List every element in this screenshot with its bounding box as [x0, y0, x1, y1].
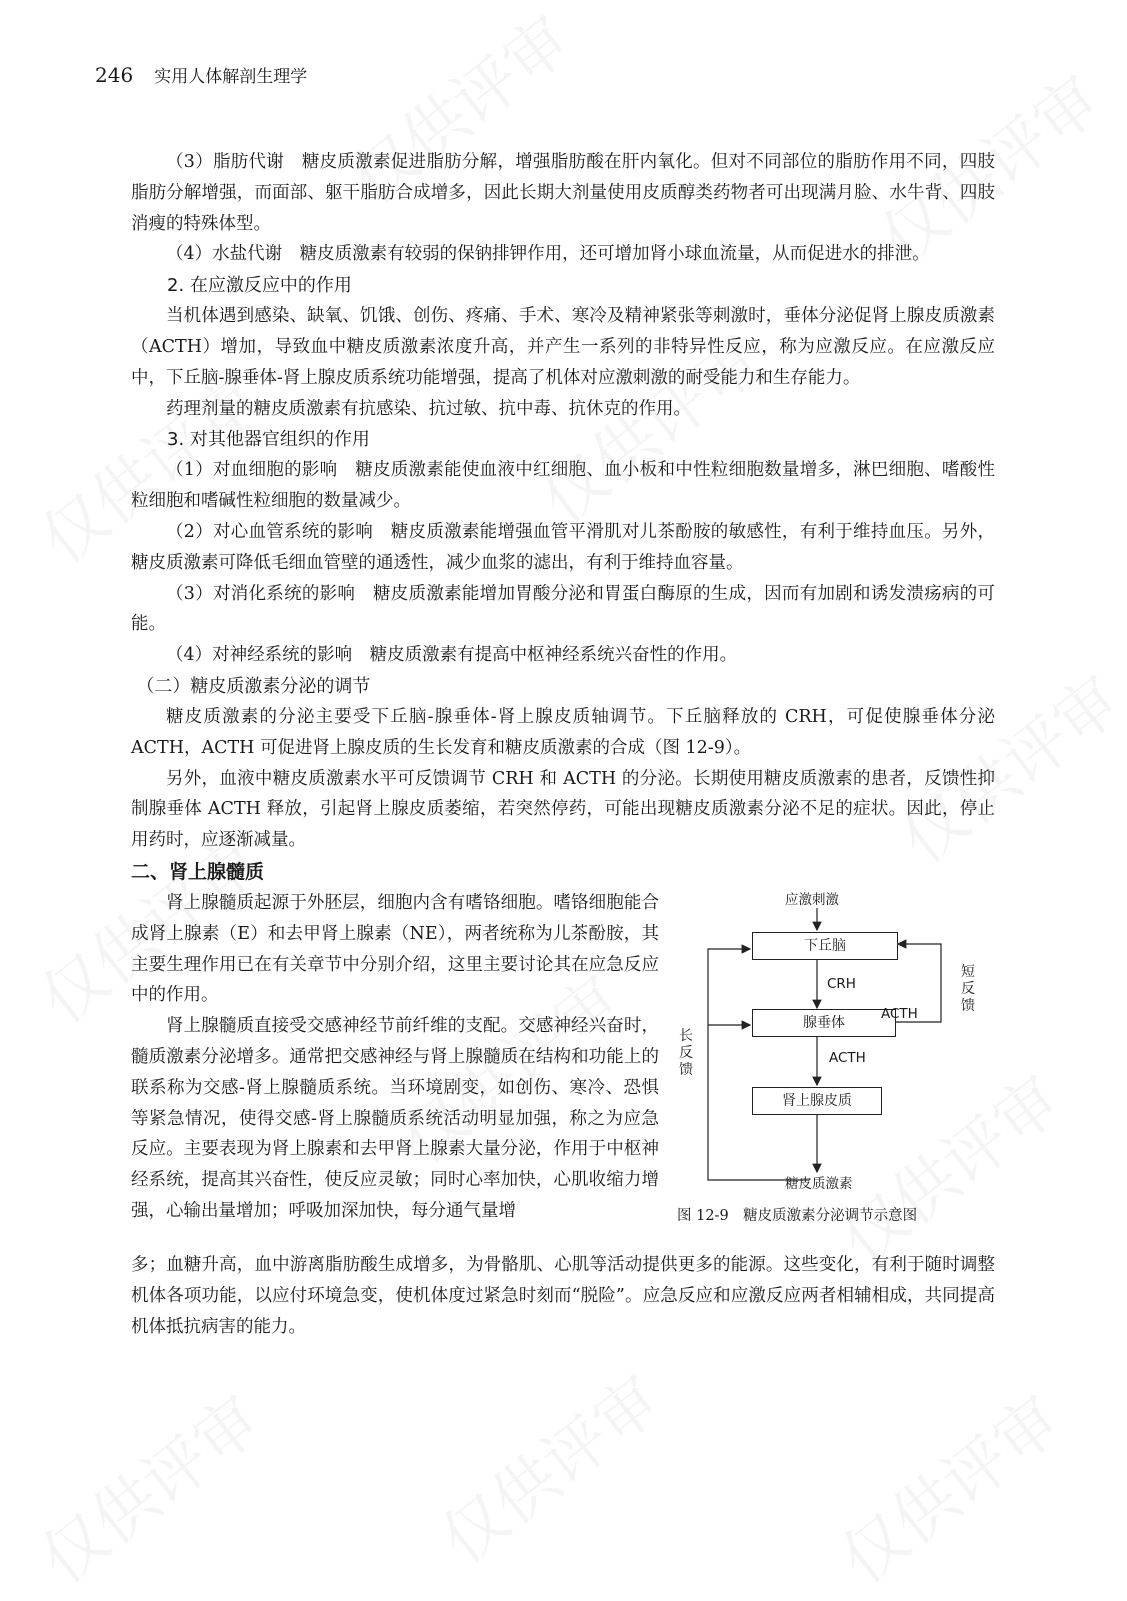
- paragraph-feedback: 另外，血液中糖皮质激素水平可反馈调节 CRH 和 ACTH 的分泌。长期使用糖皮质激素的患者，反馈性抑制腺垂体 ACTH 释放，引起肾上腺皮质萎缩，若突然停药，可能出现糖皮质激素分泌不足的症状。因此，停止用药时，应逐渐减量。: [131, 768, 995, 851]
- paragraph-pharmacology: 药理剂量的糖皮质激素有抗感染、抗过敏、抗中毒、抗休克的作用。: [166, 398, 691, 419]
- medulla-text-column: [131, 888, 659, 1227]
- paragraph-axis-regulation: 糖皮质激素的分泌主要受下丘脑-腺垂体-肾上腺皮质轴调节。下丘脑释放的 CRH，可促使腺垂体分泌 ACTH，ACTH 可促进肾上腺皮质的生长发育和糖皮质激素的合成（图 12-9）。: [131, 706, 995, 758]
- figure-caption: 图 12-9 糖皮质激素分泌调节示意图: [677, 1207, 918, 1224]
- watermark-text: [819, 1371, 1077, 1601]
- watermark-text: [19, 1371, 277, 1601]
- paragraph-stress-reaction: 当机体遇到感染、缺氧、饥饿、创伤、疼痛、手术、寒冷及精神紧张等刺激时，垂体分泌促肾上腺皮质激素（ACTH）增加，导致血中糖皮质激素浓度升高，并产生一系列的非特异性反应，称为应激反应。在应激反应中，下丘脑-腺垂体-肾上腺皮质系统功能增强，提高了机体对应激刺激的耐受能力和生存能力。: [131, 306, 995, 388]
- text-with-figure: [131, 888, 995, 1250]
- heading-adrenal-medulla: 二、肾上腺髓质: [131, 860, 265, 883]
- heading-stress-role: 2. 在应激反应中的作用: [167, 275, 352, 297]
- page-body: [131, 147, 995, 1342]
- box-pituitary: 腺垂体: [752, 1009, 896, 1037]
- label-short-feedback: 短反馈: [961, 963, 975, 1014]
- paragraph-medulla-origin: 肾上腺髓质起源于外胚层，细胞内含有嗜铬细胞。嗜铬细胞能合成肾上腺素（E）和去甲肾上腺素（NE），两者统称为儿茶酚胺，其主要生理作用已在有关章节中分别介绍，这里主要讨论其在应急反应中的作用。: [131, 892, 659, 1006]
- paragraph-blood-cells: （1）对血细胞的影响 糖皮质激素能使血液中红细胞、血小板和中性粒细胞数量增多，淋巴细胞、嗜酸性粒细胞和嗜碱性粒细胞的数量减少。: [131, 460, 995, 512]
- box-hypothalamus: 下丘脑: [752, 932, 898, 960]
- box-adrenal-cortex: 肾上腺皮质: [752, 1087, 882, 1115]
- heading-other-organs: 3. 对其他器官组织的作用: [167, 429, 370, 451]
- label-acth-down: ACTH: [829, 1049, 866, 1066]
- figure-12-9: [677, 888, 997, 1250]
- label-stress-stimulus: 应激刺激: [785, 891, 839, 908]
- paragraph-water-salt: （4）水盐代谢 糖皮质激素有较弱的保钠排钾作用，还可增加肾小球血流量，从而促进水的排泄。: [166, 244, 930, 265]
- paragraph-digestive: （3）对消化系统的影响 糖皮质激素能增加胃酸分泌和胃蛋白酶原的生成，因而有加剧和诱发溃疡病的可能。: [131, 583, 995, 635]
- label-glucocorticoid: 糖皮质激素: [785, 1175, 853, 1192]
- watermark-text: [419, 1351, 677, 1581]
- paragraph-nervous: （4）对神经系统的影响 糖皮质激素有提高中枢神经系统兴奋性的作用。: [166, 645, 738, 666]
- label-acth-feedback: ACTH: [881, 1005, 918, 1022]
- paragraph-emergency-reaction: 肾上腺髓质直接受交感神经节前纤维的支配。交感神经兴奋时，髓质激素分泌增多。通常把交感神经与肾上腺髓质在结构和功能上的联系称为交感-肾上腺髓质系统。当环境剧变，如创伤、寒冷、恐惧等紧急情况，使得交感-肾上腺髓质系统活动明显加强，称之为应急反应。主要表现为肾上腺素和去甲肾上腺素大量分泌，作用于中枢神经系统，提高其兴奋性，使反应灵敏；同时心率加快，心肌收缩力增强，心输出量增加；呼吸加深加快，每分通气量增: [131, 1016, 659, 1221]
- book-title: 实用人体解剖生理学: [154, 67, 308, 87]
- heading-secretion-regulation: （二）糖皮质激素分泌的调节: [136, 675, 371, 697]
- label-crh: CRH: [827, 975, 856, 992]
- arrow-long-feedback: [708, 949, 809, 1180]
- label-long-feedback: 长反馈: [679, 1027, 693, 1078]
- paragraph-continuation: 多；血糖升高，血中游离脂肪酸生成增多，为骨骼肌、心肌等活动提供更多的能源。这些变化，有利于随时调整机体各项功能，以应付环境急变，使机体度过紧急时刻而“脱险”。应急反应和应激反应两者相辅相成，共同提高机体抵抗病害的能力。: [131, 1254, 995, 1337]
- paragraph-cardiovascular: （2）对心血管系统的影响 糖皮质激素能增强血管平滑肌对儿茶酚胺的敏感性，有利于维持血压。另外，糖皮质激素可降低毛细血管壁的通透性，减少血浆的滤出，有利于维持血容量。: [131, 521, 995, 573]
- page-number: 246: [95, 63, 134, 87]
- page-header: [95, 62, 307, 87]
- paragraph-fat-metabolism: （3）脂肪代谢 糖皮质激素促进脂肪分解，增强脂肪酸在肝内氧化。但对不同部位的脂肪作用不同，四肢脂肪分解增强，而面部、躯干脂肪合成增多，因此长期大剂量使用皮质醇类药物者可出现满月脸、水牛背、四肢消瘦的特殊体型。: [131, 152, 995, 234]
